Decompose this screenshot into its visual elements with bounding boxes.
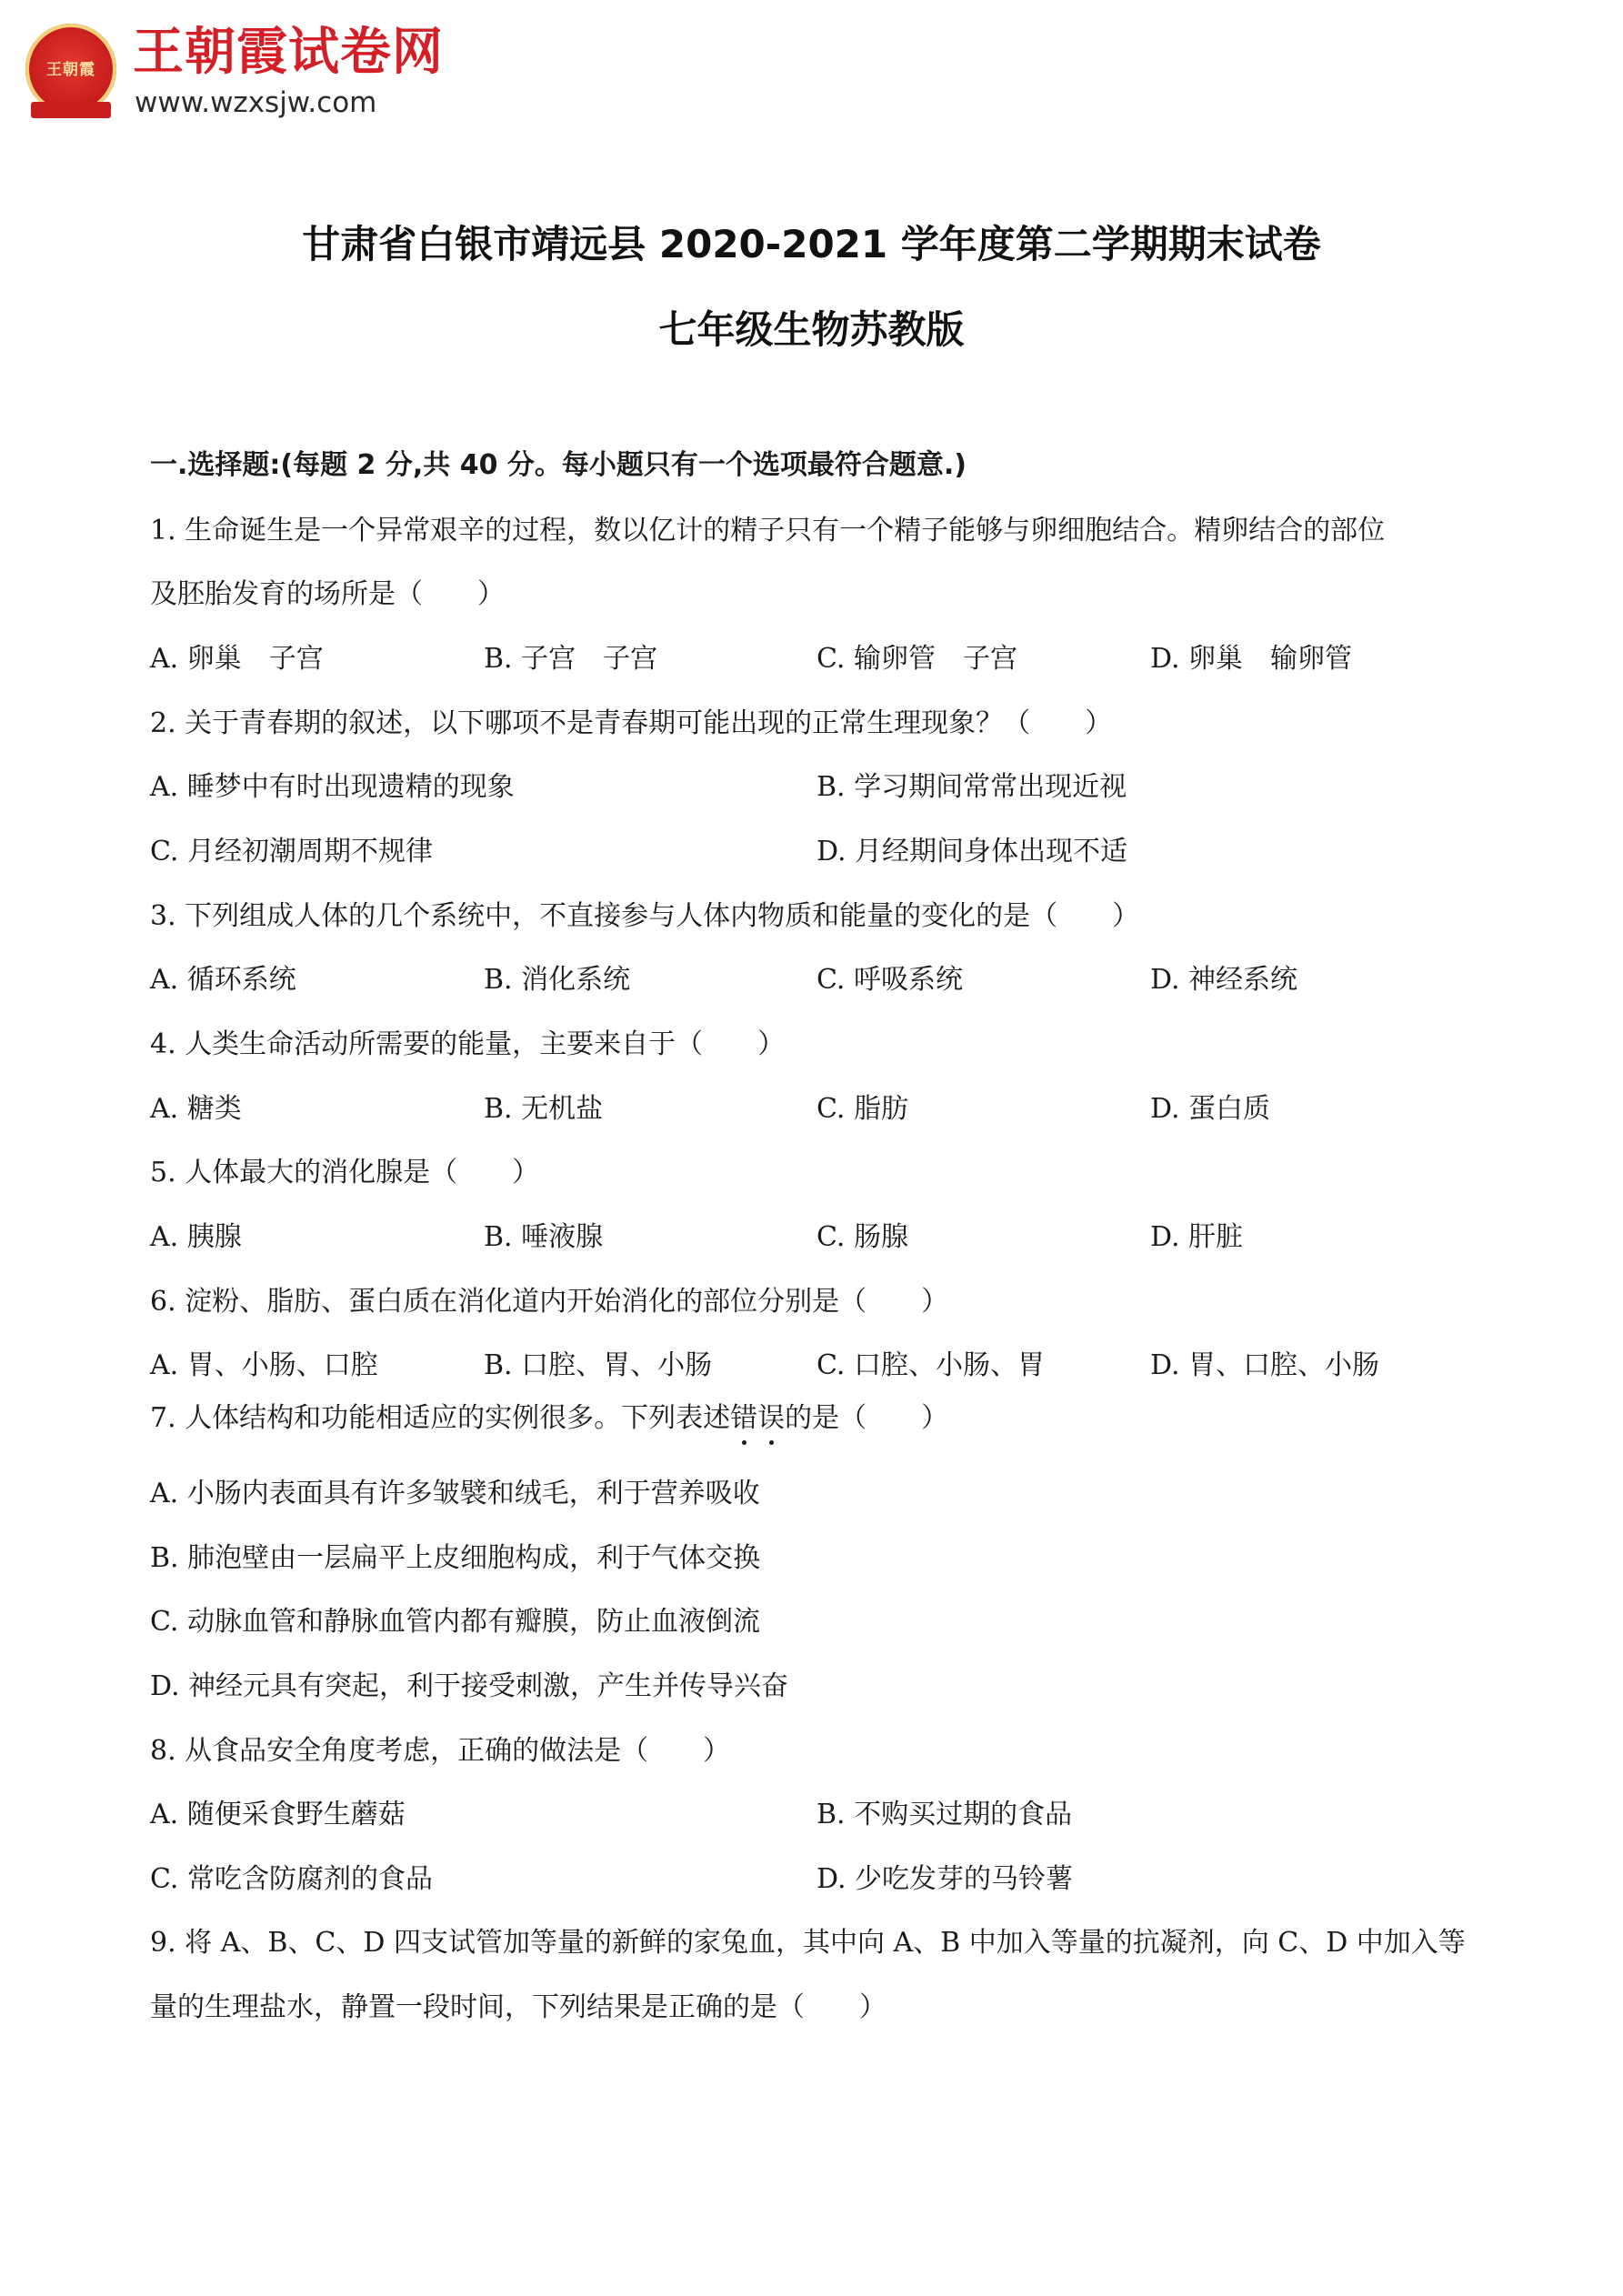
q7-option-a: A. 小肠内表面具有许多皱襞和绒毛，利于营养吸收: [150, 1478, 760, 1509]
q5-option-c: C. 肠腺: [817, 1221, 908, 1253]
q4-stem: 4. 人类生命活动所需要的能量，主要来自于（ ）: [150, 1028, 786, 1060]
q7-option-c: C. 动脉血管和静脉血管内都有瓣膜，防止血液倒流: [150, 1606, 760, 1638]
q5-option-a: A. 胰腺: [150, 1221, 242, 1253]
q1-option-a: A. 卵巢 子宫: [150, 643, 324, 675]
q2-option-c: C. 月经初潮周期不规律: [150, 836, 433, 867]
q2-option-d: D. 月经期间身体出现不适: [817, 836, 1128, 867]
q1-stem-line2: 及胚胎发育的场所是（ ）: [150, 578, 505, 610]
q3-option-d: D. 神经系统: [1150, 964, 1298, 996]
q7-option-b: B. 肺泡壁由一层扁平上皮细胞构成，利于气体交换: [150, 1542, 761, 1574]
logo-ribbon: [31, 102, 111, 118]
q2-option-b: B. 学习期间常常出现近视: [817, 771, 1127, 803]
q4-option-b: B. 无机盐: [484, 1093, 604, 1125]
q3-option-a: A. 循环系统: [150, 964, 296, 996]
q4-option-c: C. 脂肪: [817, 1093, 908, 1125]
q9-stem-line2: 量的生理盐水，静置一段时间，下列结果是正确的是（ ）: [150, 1991, 887, 2023]
q3-option-c: C. 呼吸系统: [817, 964, 963, 996]
q4-option-d: D. 蛋白质: [1150, 1093, 1271, 1125]
q1-option-d: D. 卵巢 输卵管: [1150, 643, 1353, 675]
q8-stem: 8. 从食品安全角度考虑，正确的做法是（ ）: [150, 1735, 731, 1767]
q1-stem-line1: 1. 生命诞生是一个异常艰辛的过程，数以亿计的精子只有一个精子能够与卵细胞结合。精卵结合的部位: [150, 515, 1386, 546]
q6-option-c: C. 口腔、小肠、胃: [817, 1349, 1045, 1381]
q5-option-d: D. 肝脏: [1150, 1221, 1244, 1253]
q7-stem-pre: 7. 人体结构和功能相适应的实例很多。下列表述: [150, 1402, 731, 1434]
site-logo: [25, 23, 444, 124]
q6-stem: 6. 淀粉、脂肪、蛋白质在消化道内开始消化的部位分别是（ ）: [150, 1286, 949, 1318]
q6-option-d: D. 胃、口腔、小肠: [1150, 1349, 1380, 1381]
q5-option-b: B. 唾液腺: [484, 1221, 604, 1253]
q3-option-b: B. 消化系统: [484, 964, 631, 996]
q2-stem: 2. 关于青春期的叙述，以下哪项不是青春期可能出现的正常生理现象？（ ）: [150, 707, 1113, 739]
exam-title: 甘肃省白银市靖远县 2020-2021 学年度第二学期期末试卷: [302, 222, 1321, 266]
q5-stem: 5. 人体最大的消化腺是（ ）: [150, 1157, 540, 1188]
q1-option-c: C. 输卵管 子宫: [817, 643, 1017, 675]
q7-emphasis-char-2: 误: [757, 1402, 785, 1434]
logo-emblem-icon: [25, 24, 116, 115]
q6-option-b: B. 口腔、胃、小肠: [484, 1349, 713, 1381]
q3-stem: 3. 下列组成人体的几个系统中，不直接参与人体内物质和能量的变化的是（ ）: [150, 900, 1140, 932]
q8-option-c: C. 常吃含防腐剂的食品: [150, 1863, 433, 1895]
logo-url: www.wzxsjw.com: [135, 86, 377, 119]
q8-option-a: A. 随便采食野生蘑菇: [150, 1799, 406, 1830]
logo-site-name: 王朝霞试卷网: [133, 23, 444, 82]
q2-option-a: A. 睡梦中有时出现遗精的现象: [150, 771, 515, 803]
exam-subtitle: 七年级生物苏教版: [658, 307, 965, 352]
logo-emblem-text: 王朝霞: [46, 61, 95, 79]
section-heading: 一.选择题:(每题 2 分,共 40 分。每小题只有一个选项最符合题意.): [150, 449, 967, 481]
q7-stem: [150, 1400, 948, 1437]
q6-option-a: A. 胃、小肠、口腔: [150, 1349, 378, 1381]
q1-option-b: B. 子宫 子宫: [484, 643, 658, 675]
q7-stem-post: 的是（ ）: [785, 1402, 949, 1434]
q7-emphasis-char-1: 错: [730, 1402, 757, 1434]
q8-option-b: B. 不购买过期的食品: [817, 1799, 1073, 1830]
q9-stem-line1: 9. 将 A、B、C、D 四支试管加等量的新鲜的家兔血，其中向 A、B 中加入等量的抗凝剂，向 C、D 中加入等: [150, 1927, 1466, 1959]
q4-option-a: A. 糖类: [150, 1093, 242, 1125]
q8-option-d: D. 少吃发芽的马铃薯: [817, 1863, 1074, 1895]
q7-option-d: D. 神经元具有突起，利于接受刺激，产生并传导兴奋: [150, 1670, 789, 1702]
